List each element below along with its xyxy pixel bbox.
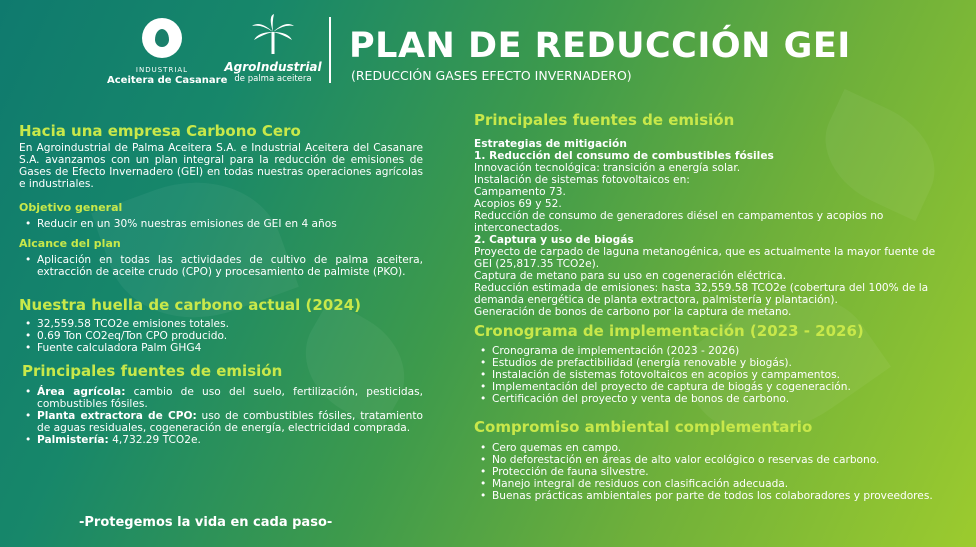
estrategia-1-line: Campamento 73.	[474, 186, 566, 198]
page-title: PLAN DE REDUCCIÓN GEI	[349, 26, 851, 66]
list-item: • Implementación del proyecto de captura de biogás y cogeneración.	[474, 381, 944, 393]
section-title-huella: Nuestra huella de carbono actual (2024)	[19, 296, 362, 314]
estrategias-heading: Estrategias de mitigación	[474, 138, 627, 150]
fuentes-list	[19, 386, 423, 446]
fuente-text: uso de combustibles fósiles, tratamiento de aguas residuales, cogeneración de energía, electricidad comprada.	[37, 410, 423, 434]
left-column	[19, 122, 423, 446]
cronograma-list	[474, 345, 944, 405]
estrategia-2-line: Captura de metano para su uso en cogeneración eléctrica.	[474, 270, 786, 282]
estrategia-2-line: Reducción estimada de emisiones: hasta 32,559.58 TCO2e (cobertura del 100% de la demanda energética de planta extractora, palmistería y plantación).	[474, 282, 929, 306]
list-item: • Cero quemas en campo.	[474, 442, 944, 454]
drop-icon	[142, 18, 182, 58]
estrategia-1-line: Reducción de consumo de generadores diésel en campamentos y acopios no interconectados.	[474, 210, 884, 234]
objetivo-list	[19, 218, 423, 230]
header	[0, 0, 976, 100]
page-subtitle: (REDUCCIÓN GASES EFECTO INVERNADERO)	[351, 68, 632, 83]
fuente-label: Área agrícola:	[37, 386, 126, 398]
list-item: • Reducir en un 30% nuestras emisiones de GEI en 4 años	[19, 218, 423, 230]
list-item: • Aplicación en todas las actividades de cultivo de palma aceitera, extracción de aceite crudo (CPO) y procesamiento de palmiste (PKO).	[19, 254, 423, 278]
list-item	[19, 434, 423, 446]
list-item	[19, 386, 423, 410]
logo-agroindustrial	[224, 14, 322, 84]
list-item: • Instalación de sistemas fotovoltaicos en acopios y campamentos.	[474, 369, 944, 381]
list-item	[19, 410, 423, 434]
estrategia-2-title: 2. Captura y uso de biogás	[474, 234, 634, 246]
palm-tree-icon	[250, 14, 296, 54]
list-item: • Manejo integral de residuos con clasificación adecuada.	[474, 478, 944, 490]
section-title-compromiso: Compromiso ambiental complementario	[474, 418, 813, 436]
estrategia-1-line: Innovación tecnológica: transición a energía solar.	[474, 162, 741, 174]
huella-list	[19, 318, 423, 354]
section-title-cronograma: Cronograma de implementación (2023 - 2026)	[474, 322, 864, 340]
section-title-carbono-cero: Hacia una empresa Carbono Cero	[19, 122, 301, 140]
list-item: • Fuente calculadora Palm GHG4	[19, 342, 423, 354]
estrategia-1-title: 1. Reducción del consumo de combustibles fósiles	[474, 150, 774, 162]
objetivo-heading: Objetivo general	[19, 201, 123, 214]
estrategia-1-line: Acopios 69 y 52.	[474, 198, 562, 210]
section-title-fuentes: Principales fuentes de emisión	[22, 362, 283, 380]
list-item: • 32,559.58 TCO2e emisiones totales.	[19, 318, 423, 330]
logo1-line1: INDUSTRIAL	[135, 66, 189, 74]
list-item: • Protección de fauna silvestre.	[474, 466, 944, 478]
fuente-text: cambio de uso del suelo, fertilización, pesticidas, combustibles fósiles.	[37, 386, 423, 410]
list-item: • No deforestación en áreas de alto valor ecológico o reservas de carbono.	[474, 454, 944, 466]
right-column	[474, 111, 944, 502]
list-item: • Cronograma de implementación (2023 - 2026)	[474, 345, 944, 357]
section-title-fuentes-right: Principales fuentes de emisión	[474, 111, 735, 129]
fuente-text: 4,732.29 TCO2e.	[108, 434, 201, 446]
alcance-heading: Alcance del plan	[19, 237, 121, 250]
estrategia-2-line: Generación de bonos de carbono por la captura de metano.	[474, 306, 792, 318]
alcance-list	[19, 254, 423, 278]
fuente-label: Planta extractora de CPO:	[37, 410, 197, 422]
fuente-label: Palmistería:	[37, 434, 109, 446]
logo2-line2: de palma aceitera	[234, 74, 312, 84]
estrategia-2-line: Proyecto de carpado de laguna metanogénica, que es actualmente la mayor fuente de GEI (25,817.35 TCO2e).	[474, 246, 936, 270]
footer-slogan: -Protegemos la vida en cada paso-	[79, 515, 333, 530]
list-item: • 0.69 Ton CO2eq/Ton CPO producido.	[19, 330, 423, 342]
logo2-line1: AgroIndustrial	[224, 60, 322, 74]
logo-aceitera-casanare	[107, 18, 228, 86]
logo1-line2: Aceitera de Casanare	[107, 75, 228, 86]
list-item: • Certificación del proyecto y venta de bonos de carbono.	[474, 393, 944, 405]
header-divider	[329, 17, 331, 83]
intro-paragraph: En Agroindustrial de Palma Aceitera S.A. e Industrial Aceitera del Casanare S.A. avanzamos con un plan integral para la reducción de emisiones de Gases de Efecto Invernadero (GEI) en todas nuestras operaciones agrícolas e industriales.	[19, 142, 423, 190]
list-item: • Buenas prácticas ambientales por parte de todos los colaboradores y proveedores.	[474, 490, 944, 502]
compromiso-list	[474, 442, 944, 502]
estrategia-1-line: Instalación de sistemas fotovoltaicos en:	[474, 174, 690, 186]
list-item: • Estudios de prefactibilidad (energía renovable y biogás).	[474, 357, 944, 369]
